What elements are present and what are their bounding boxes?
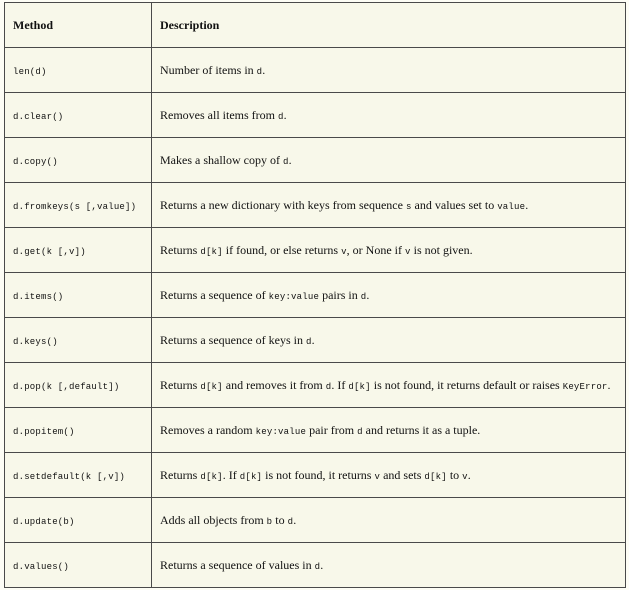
description-text: and removes it from xyxy=(222,377,326,392)
table-row xyxy=(5,273,626,318)
inline-code: key:value xyxy=(255,426,307,437)
method-cell xyxy=(5,93,152,138)
method-cell xyxy=(5,498,152,543)
dictionary-methods-table xyxy=(4,2,626,588)
description-column-header: Description xyxy=(152,3,626,48)
table-row xyxy=(5,408,626,453)
inline-code: b xyxy=(266,516,273,527)
description-text: Makes a shallow copy of xyxy=(160,152,283,167)
method-signature: d.pop(k [,default]) xyxy=(13,381,120,392)
method-signature: d.get(k [,v]) xyxy=(13,246,86,257)
description-text: . xyxy=(262,62,266,77)
description-text: . xyxy=(283,107,287,122)
table-row xyxy=(5,183,626,228)
method-cell xyxy=(5,273,152,318)
inline-code: d[k] xyxy=(348,381,371,392)
method-signature: d.items() xyxy=(13,291,64,302)
description-cell xyxy=(152,138,626,183)
description-cell xyxy=(152,498,626,543)
inline-code: d xyxy=(256,66,263,77)
inline-code: s xyxy=(405,201,412,212)
description-text: , or None if xyxy=(346,242,405,257)
method-signature: d.update(b) xyxy=(13,516,75,527)
description-text: and returns it as a tuple. xyxy=(362,422,481,437)
description-text: if found, or else returns xyxy=(222,242,342,257)
description-text: . xyxy=(607,377,611,392)
description-cell xyxy=(152,453,626,498)
table-row xyxy=(5,138,626,183)
inline-code: v xyxy=(405,246,411,257)
table-body xyxy=(5,48,626,588)
description-text: . xyxy=(525,197,529,212)
description-cell xyxy=(152,543,626,588)
method-cell xyxy=(5,453,152,498)
method-cell xyxy=(5,48,152,93)
description-text: is not found, it returns default or raises xyxy=(370,377,563,392)
method-cell xyxy=(5,183,152,228)
description-text: Returns a sequence of values in xyxy=(160,557,315,572)
method-signature: d.values() xyxy=(13,561,70,572)
table-header-row xyxy=(5,3,626,48)
description-text: Removes all items from xyxy=(160,107,278,122)
description-text: is not found, it returns xyxy=(262,467,375,482)
description-text: pair from xyxy=(306,422,358,437)
method-signature: len(d) xyxy=(13,66,47,77)
method-cell xyxy=(5,228,152,273)
method-signature: d.popitem() xyxy=(13,426,75,437)
description-text: Returns a sequence of keys in xyxy=(160,332,306,347)
inline-code: d xyxy=(325,381,332,392)
description-text: . xyxy=(293,512,297,527)
inline-code: v xyxy=(374,471,381,482)
description-cell xyxy=(152,93,626,138)
inline-code: d xyxy=(357,426,363,437)
method-cell xyxy=(5,318,152,363)
inline-code: d[k] xyxy=(200,471,223,482)
table-row xyxy=(5,453,626,498)
description-cell xyxy=(152,408,626,453)
table-row xyxy=(5,48,626,93)
table-row xyxy=(5,93,626,138)
method-signature: d.clear() xyxy=(13,111,64,122)
inline-code: KeyError xyxy=(562,381,608,392)
description-text: Returns xyxy=(160,467,201,482)
description-text: . If xyxy=(222,467,240,482)
description-cell xyxy=(152,363,626,408)
inline-code: v xyxy=(462,471,468,482)
description-text: . xyxy=(320,557,324,572)
method-cell xyxy=(5,543,152,588)
inline-code: d xyxy=(305,336,312,347)
inline-code: key:value xyxy=(268,291,320,302)
table-row xyxy=(5,543,626,588)
description-text: Returns xyxy=(160,377,201,392)
inline-code: d xyxy=(277,111,284,122)
description-text: pairs in xyxy=(319,287,361,302)
method-signature: d.fromkeys(s [,value]) xyxy=(13,201,137,212)
method-column-header: Method xyxy=(5,3,152,48)
description-text: to xyxy=(272,512,288,527)
method-cell xyxy=(5,363,152,408)
method-cell xyxy=(5,408,152,453)
description-text: is not given. xyxy=(410,242,473,257)
description-text: Removes a random xyxy=(160,422,256,437)
description-text: . xyxy=(366,287,370,302)
description-cell xyxy=(152,318,626,363)
inline-code: d xyxy=(360,291,367,302)
description-text: Returns a new dictionary with keys from sequence xyxy=(160,197,406,212)
method-signature: d.keys() xyxy=(13,336,58,347)
inline-code: v xyxy=(341,246,347,257)
description-text: Adds all objects from xyxy=(160,512,267,527)
description-cell xyxy=(152,183,626,228)
description-cell xyxy=(152,228,626,273)
description-text: Returns xyxy=(160,242,201,257)
description-text: to xyxy=(446,467,463,482)
table-row xyxy=(5,363,626,408)
description-text: Returns a sequence of xyxy=(160,287,269,302)
inline-code: d xyxy=(314,561,321,572)
table-row xyxy=(5,318,626,363)
table-row xyxy=(5,498,626,543)
description-text: . If xyxy=(331,377,349,392)
method-signature: d.copy() xyxy=(13,156,58,167)
description-text: . xyxy=(467,467,471,482)
description-text: and values set to xyxy=(411,197,498,212)
method-cell xyxy=(5,138,152,183)
method-signature: d.setdefault(k [,v]) xyxy=(13,471,126,482)
description-text: and sets xyxy=(380,467,425,482)
inline-code: d[k] xyxy=(200,381,223,392)
description-text: . xyxy=(288,152,292,167)
inline-code: d[k] xyxy=(424,471,447,482)
inline-code: d[k] xyxy=(200,246,223,257)
table-row xyxy=(5,228,626,273)
inline-code: d[k] xyxy=(239,471,263,482)
description-text: Number of items in xyxy=(160,62,257,77)
inline-code: d xyxy=(282,156,289,167)
description-cell xyxy=(152,273,626,318)
inline-code: value xyxy=(497,201,526,212)
description-text: . xyxy=(311,332,315,347)
inline-code: d xyxy=(287,516,294,527)
description-cell xyxy=(152,48,626,93)
